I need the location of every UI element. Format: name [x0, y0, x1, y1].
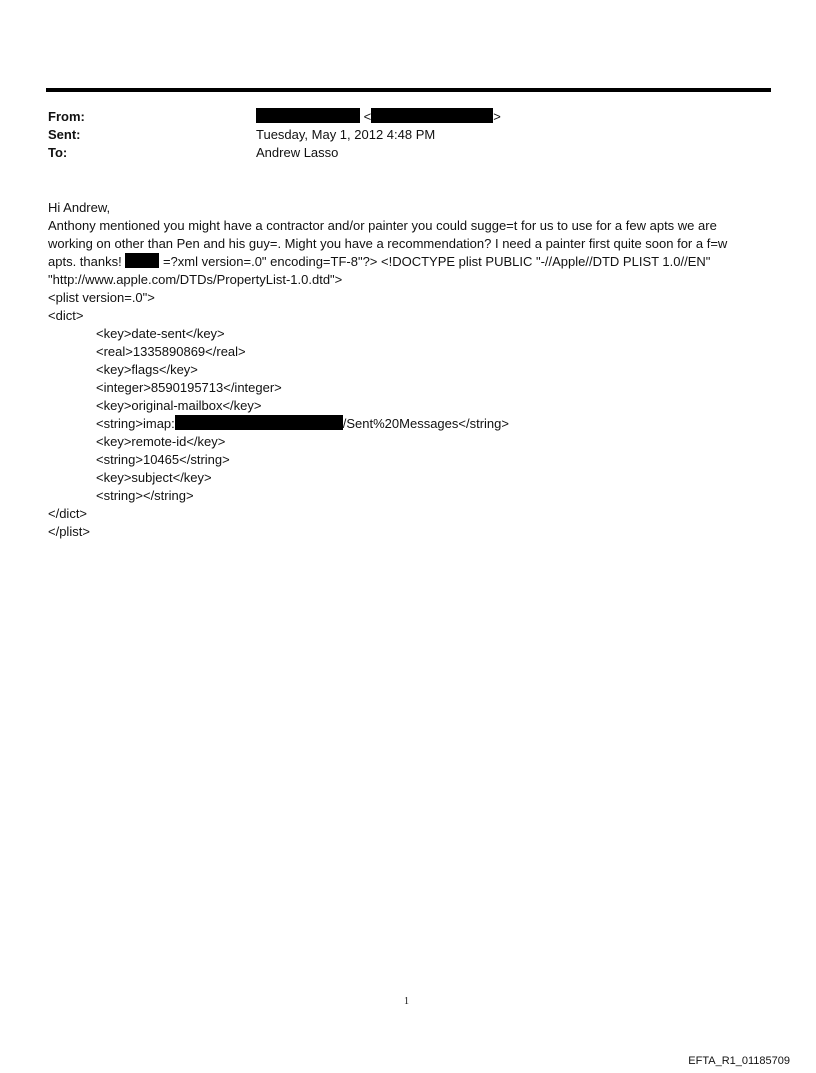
from-value — [256, 108, 501, 126]
plist-item: <key>flags</key> — [96, 362, 198, 377]
redaction-box — [371, 108, 493, 123]
plist-item: <string></string> — [96, 488, 194, 503]
redaction-box — [125, 253, 159, 268]
plist-text: /Sent%20Messages</string> — [342, 416, 509, 431]
plist-item: <key>remote-id</key> — [96, 434, 226, 449]
greeting: Hi Andrew, — [48, 200, 111, 215]
plist-close: </plist> — [48, 524, 90, 539]
dict-close: </dict> — [48, 506, 88, 521]
from-angle-close: > — [493, 109, 501, 124]
body-text: apts. thanks! — [48, 254, 126, 269]
body-line: "http://www.apple.com/DTDs/PropertyList-1.0.dtd"> — [48, 272, 343, 287]
plist-open: <plist version=.0"> — [48, 290, 155, 305]
plist-item — [48, 415, 768, 433]
from-label: From: — [48, 109, 85, 124]
sent-value: Tuesday, May 1, 2012 4:48 PM — [256, 127, 436, 142]
plist-item: <real>1335890869</real> — [96, 344, 246, 359]
redaction-box — [256, 108, 360, 123]
header-rule — [46, 88, 771, 92]
plist-item: <string>10465</string> — [96, 452, 230, 467]
plist-item: <key>original-mailbox</key> — [96, 398, 262, 413]
document-id: EFTA_R1_01185709 — [688, 1055, 790, 1067]
body-line: working on other than Pen and his guy=. Might you have a recommendation? I need a painter first quite soon for a f=w — [48, 236, 728, 251]
plist-text: <string>imap: — [96, 416, 175, 431]
from-angle-open: < — [363, 109, 372, 124]
dict-open: <dict> — [48, 308, 84, 323]
sent-label: Sent: — [48, 127, 81, 142]
email-body — [48, 199, 768, 541]
plist-item: <key>subject</key> — [96, 470, 212, 485]
plist-item: <integer>8590195713</integer> — [96, 380, 282, 395]
page-number: 1 — [404, 996, 409, 1007]
to-value: Andrew Lasso — [256, 145, 339, 160]
redaction-box — [175, 415, 343, 430]
to-label: To: — [48, 145, 68, 160]
body-line: Anthony mentioned you might have a contractor and/or painter you could sugge=t for us to use for a few apts we are — [48, 218, 717, 233]
body-text: =?xml version=.0" encoding=TF-8"?> <!DOCTYPE plist PUBLIC "-//Apple//DTD PLIST 1.0//EN" — [159, 254, 711, 269]
body-line — [48, 253, 768, 271]
plist-item: <key>date-sent</key> — [96, 326, 225, 341]
